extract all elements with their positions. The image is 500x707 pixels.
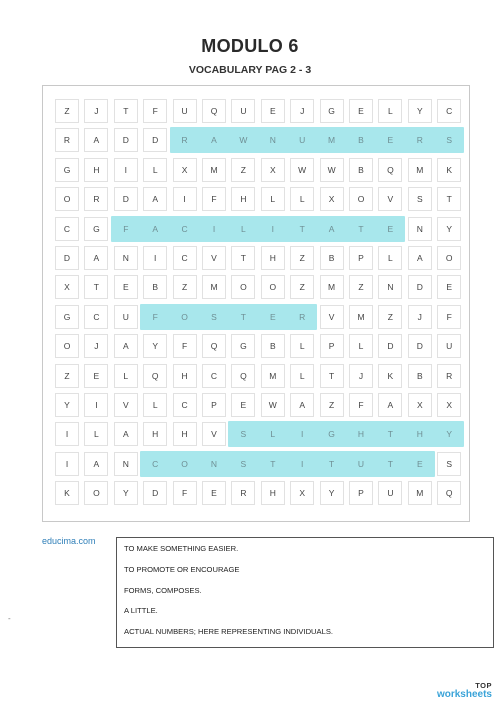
grid-cell[interactable]: J — [84, 99, 108, 123]
clue-4: A LITTLE. — [124, 606, 158, 615]
grid-cell[interactable]: C — [181, 223, 188, 234]
grid-cell[interactable]: N — [269, 135, 276, 146]
grid-cell[interactable]: Z — [55, 364, 79, 388]
grid-cell[interactable]: L — [378, 246, 402, 270]
grid-cell[interactable]: Z — [55, 99, 79, 123]
grid-cell[interactable]: A — [152, 223, 159, 234]
grid-cell[interactable]: I — [84, 393, 108, 417]
grid-cell[interactable]: S — [446, 135, 453, 146]
grid-cell[interactable]: D — [378, 334, 402, 358]
grid-cell[interactable]: E — [261, 99, 285, 123]
grid-cell[interactable]: R — [84, 187, 108, 211]
grid-cell[interactable]: H — [173, 422, 197, 446]
grid-cell[interactable]: K — [55, 481, 79, 505]
grid-cell[interactable]: T — [358, 223, 364, 234]
grid-cell[interactable]: H — [143, 422, 167, 446]
grid-cell[interactable]: I — [173, 187, 197, 211]
grid-cell[interactable]: A — [378, 393, 402, 417]
grid-cell[interactable]: E — [349, 99, 373, 123]
grid-cell[interactable]: C — [84, 305, 108, 329]
grid-cell[interactable]: A — [408, 246, 432, 270]
grid-cell[interactable]: O — [55, 334, 79, 358]
grid-cell[interactable]: W — [320, 158, 344, 182]
grid-cell[interactable]: B — [143, 275, 167, 299]
grid-cell[interactable]: F — [152, 311, 158, 322]
grid-cell[interactable]: G — [231, 334, 255, 358]
grid-cell[interactable]: Z — [378, 305, 402, 329]
grid-cell[interactable]: I — [114, 158, 138, 182]
grid-cell[interactable]: J — [84, 334, 108, 358]
grid-cell[interactable]: X — [261, 158, 285, 182]
grid-cell[interactable]: F — [437, 305, 461, 329]
grid-cell[interactable]: T — [320, 364, 344, 388]
grid-cell[interactable]: T — [299, 223, 305, 234]
grid-cell[interactable]: L — [241, 223, 246, 234]
grid-cell[interactable]: Q — [202, 99, 226, 123]
grid-cell[interactable]: C — [202, 364, 226, 388]
grid-cell[interactable]: Z — [290, 275, 314, 299]
grid-cell[interactable]: O — [349, 187, 373, 211]
grid-cell[interactable]: Y — [143, 334, 167, 358]
grid-cell[interactable]: W — [239, 135, 248, 146]
grid-cell[interactable]: T — [240, 311, 246, 322]
grid-cell[interactable]: X — [437, 393, 461, 417]
grid-cell[interactable]: L — [378, 99, 402, 123]
grid-cell[interactable]: S — [211, 311, 217, 322]
grid-cell[interactable]: H — [84, 158, 108, 182]
grid-cell[interactable]: L — [84, 422, 108, 446]
grid-cell[interactable]: O — [437, 246, 461, 270]
grid-cell[interactable]: J — [290, 99, 314, 123]
grid-cell[interactable]: L — [290, 364, 314, 388]
grid-cell[interactable]: U — [299, 135, 306, 146]
grid-cell[interactable]: D — [143, 481, 167, 505]
grid-cell[interactable]: Q — [143, 364, 167, 388]
grid-cell[interactable]: T — [84, 275, 108, 299]
grid-cell[interactable]: Y — [114, 481, 138, 505]
grid-cell[interactable]: Y — [408, 99, 432, 123]
grid-cell[interactable]: U — [114, 305, 138, 329]
grid-cell[interactable]: X — [173, 158, 197, 182]
grid-cell[interactable]: Q — [231, 364, 255, 388]
grid-cell[interactable]: M — [202, 158, 226, 182]
grid-cell[interactable]: U — [437, 334, 461, 358]
grid-cell[interactable]: P — [320, 334, 344, 358]
grid-cell[interactable]: I — [271, 223, 274, 234]
grid-cell[interactable]: A — [114, 422, 138, 446]
page-title: MODULO 6 — [201, 36, 299, 56]
grid-cell[interactable]: L — [290, 334, 314, 358]
grid-cell[interactable]: R — [181, 135, 188, 146]
grid-cell[interactable]: C — [173, 246, 197, 270]
grid-cell[interactable]: U — [378, 481, 402, 505]
grid-cell[interactable]: T — [437, 187, 461, 211]
grid-cell[interactable]: T — [231, 246, 255, 270]
grid-cell[interactable]: C — [173, 393, 197, 417]
grid-cell[interactable]: O — [231, 275, 255, 299]
grid-cell[interactable]: A — [84, 452, 108, 476]
grid-cell[interactable]: R — [437, 364, 461, 388]
grid-cell[interactable]: E — [84, 364, 108, 388]
grid-cell[interactable]: I — [55, 422, 79, 446]
grid-cell[interactable]: J — [408, 305, 432, 329]
grid-cell[interactable]: E — [114, 275, 138, 299]
grid-cell[interactable]: U — [173, 99, 197, 123]
grid-cell[interactable]: H — [357, 429, 365, 440]
grid-cell[interactable]: W — [290, 158, 314, 182]
clue-3: FORMS, COMPOSES. — [124, 586, 202, 595]
grid-cell[interactable]: M — [408, 158, 432, 182]
grid-cell[interactable]: F — [123, 223, 129, 234]
grid-cell[interactable]: D — [114, 128, 138, 152]
grid-cell[interactable]: L — [270, 429, 276, 440]
grid-cell[interactable]: B — [408, 364, 432, 388]
grid-cell[interactable]: X — [290, 481, 314, 505]
grid-cell[interactable]: H — [261, 246, 285, 270]
grid-cell[interactable]: G — [55, 305, 79, 329]
grid-cell[interactable]: Y — [320, 481, 344, 505]
grid-cell[interactable]: A — [84, 246, 108, 270]
grid-cell[interactable]: F — [173, 334, 197, 358]
grid-cell[interactable]: D — [143, 128, 167, 152]
grid-cell[interactable]: Z — [349, 275, 373, 299]
grid-cell[interactable]: T — [387, 458, 393, 469]
grid-cell[interactable]: G — [328, 429, 335, 440]
grid-cell[interactable]: L — [290, 187, 314, 211]
grid-cell[interactable]: I — [301, 458, 304, 469]
page-subtitle: VOCABULARY PAG 2 - 3 — [188, 64, 312, 76]
grid-cell[interactable]: H — [416, 429, 423, 440]
grid-cell[interactable]: Y — [55, 393, 79, 417]
grid-cell[interactable]: F — [173, 481, 197, 505]
grid-cell[interactable]: F — [349, 393, 373, 417]
grid-cell[interactable]: G — [55, 158, 79, 182]
grid-cell[interactable]: O — [181, 311, 188, 322]
grid-cell[interactable]: V — [202, 246, 226, 270]
grid-cell[interactable]: R — [231, 481, 255, 505]
grid-cell[interactable]: D — [408, 275, 432, 299]
grid-cell[interactable]: L — [143, 158, 167, 182]
margin-dash: - — [8, 614, 11, 623]
grid-cell[interactable]: V — [320, 305, 344, 329]
grid-cell[interactable]: G — [84, 217, 108, 241]
grid-cell[interactable]: L — [143, 393, 167, 417]
grid-cell[interactable]: A — [143, 187, 167, 211]
grid-cell[interactable]: C — [55, 217, 79, 241]
grid-cell[interactable]: L — [261, 187, 285, 211]
grid-cell[interactable]: Y — [446, 429, 453, 440]
clue-2: TO PROMOTE OR ENCOURAGE — [124, 565, 240, 574]
grid-cell[interactable]: Z — [231, 158, 255, 182]
grid-cell[interactable]: Y — [437, 217, 461, 241]
grid-cell[interactable]: R — [416, 135, 423, 146]
grid-cell[interactable]: P — [202, 393, 226, 417]
grid-cell[interactable]: V — [378, 187, 402, 211]
grid-cell[interactable]: T — [387, 429, 393, 440]
grid-cell[interactable]: E — [437, 275, 461, 299]
grid-cell[interactable]: M — [408, 481, 432, 505]
grid-cell[interactable]: E — [269, 311, 276, 322]
grid-cell[interactable]: K — [378, 364, 402, 388]
grid-cell[interactable]: R — [55, 128, 79, 152]
grid-cell[interactable]: S — [408, 187, 432, 211]
grid-cell[interactable]: K — [437, 158, 461, 182]
grid-cell[interactable]: G — [320, 99, 344, 123]
grid-cell[interactable]: S — [437, 452, 461, 476]
grid-cell[interactable]: E — [202, 481, 226, 505]
grid-cell[interactable]: B — [261, 334, 285, 358]
clue-1: TO MAKE SOMETHING EASIER. — [124, 544, 239, 553]
grid-cell[interactable]: B — [320, 246, 344, 270]
grid-cell[interactable]: A — [84, 128, 108, 152]
grid-cell[interactable]: A — [114, 334, 138, 358]
grid-cell[interactable]: M — [320, 275, 344, 299]
grid-cell[interactable]: O — [261, 275, 285, 299]
grid-cell[interactable]: A — [328, 223, 335, 234]
clue-5: ACTUAL NUMBERS; HERE REPRESENTING INDIVIDUALS. — [124, 627, 334, 636]
grid-cell[interactable]: I — [143, 246, 167, 270]
grid-cell[interactable]: H — [261, 481, 285, 505]
grid-cell[interactable]: A — [211, 135, 217, 146]
grid-cell[interactable]: V — [114, 393, 138, 417]
grid-cell[interactable]: I — [212, 223, 216, 234]
grid-cell[interactable]: N — [378, 275, 402, 299]
grid-cell[interactable]: T — [114, 99, 138, 123]
grid-cell[interactable]: Q — [437, 481, 461, 505]
grid-cell[interactable]: H — [173, 364, 197, 388]
grid-cell[interactable]: Z — [173, 275, 197, 299]
grid-cell[interactable]: F — [202, 187, 226, 211]
grid-cell[interactable]: X — [320, 187, 344, 211]
grid-cell[interactable]: I — [301, 429, 304, 440]
topworksheets-logo — [437, 682, 492, 700]
grid-cell[interactable]: C — [152, 458, 159, 469]
grid-cell[interactable]: W — [261, 393, 285, 417]
grid-cell[interactable]: U — [357, 458, 365, 469]
grid-cell[interactable]: V — [202, 422, 226, 446]
grid-cell[interactable]: P — [349, 481, 373, 505]
grid-cell[interactable]: N — [210, 458, 218, 469]
clue-box — [116, 537, 494, 648]
grid-cell[interactable]: N — [114, 452, 138, 476]
grid-cell[interactable]: O — [55, 187, 79, 211]
grid-cell[interactable]: X — [55, 275, 79, 299]
grid-cell[interactable]: N — [408, 217, 432, 241]
grid-cell[interactable]: C — [437, 99, 461, 123]
grid-cell[interactable]: F — [143, 99, 167, 123]
educima-brand: educima.com — [42, 536, 96, 546]
grid-cell[interactable]: T — [270, 458, 276, 469]
grid-cell[interactable]: D — [55, 246, 79, 270]
grid-cell[interactable]: Z — [320, 393, 344, 417]
grid-cell[interactable]: J — [349, 364, 373, 388]
grid-cell[interactable]: B — [358, 135, 364, 146]
logo-worksheets-text: worksheets — [436, 688, 492, 700]
grid-cell[interactable]: E — [416, 458, 423, 469]
grid-cell[interactable]: N — [114, 246, 138, 270]
grid-cell[interactable]: P — [349, 246, 373, 270]
grid-cell[interactable]: Q — [378, 158, 402, 182]
grid-cell[interactable]: E — [387, 135, 394, 146]
grid-cell[interactable]: S — [240, 429, 247, 440]
grid-cell[interactable]: D — [408, 334, 432, 358]
grid-cell[interactable]: Z — [290, 246, 314, 270]
grid-cell[interactable]: O — [181, 458, 188, 469]
grid-cell[interactable]: M — [202, 275, 226, 299]
grid-cell[interactable]: B — [349, 158, 373, 182]
grid-cell[interactable]: E — [231, 393, 255, 417]
grid-cell[interactable]: M — [261, 364, 285, 388]
grid-cell[interactable]: M — [349, 305, 373, 329]
grid-cell[interactable]: X — [408, 393, 432, 417]
grid-cell[interactable]: T — [328, 458, 335, 469]
grid-cell[interactable]: D — [114, 187, 138, 211]
grid-cell[interactable]: U — [231, 99, 255, 123]
grid-cell[interactable]: I — [55, 452, 79, 476]
grid-cell[interactable]: L — [349, 334, 373, 358]
grid-cell[interactable]: Q — [202, 334, 226, 358]
grid-cell[interactable]: S — [240, 458, 247, 469]
logo-top-text: TOP — [475, 681, 492, 690]
grid-cell[interactable]: L — [114, 364, 138, 388]
grid-cell[interactable]: O — [84, 481, 108, 505]
grid-cell[interactable]: A — [290, 393, 314, 417]
grid-cell[interactable]: E — [387, 223, 394, 234]
grid-cell[interactable]: R — [299, 311, 306, 322]
grid-cell[interactable]: M — [328, 135, 336, 146]
grid-cell[interactable]: H — [231, 187, 255, 211]
